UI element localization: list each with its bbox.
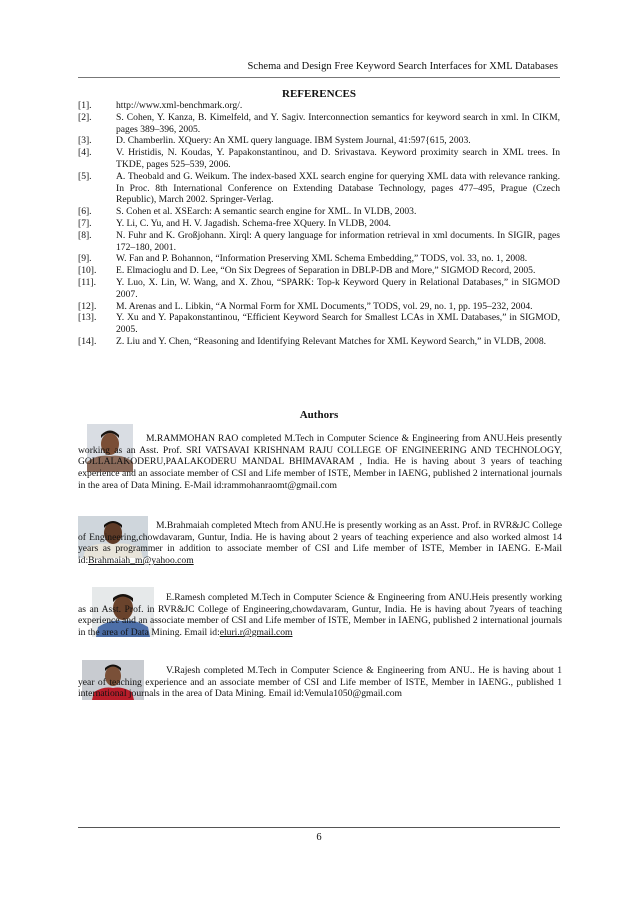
reference-item [78,301,560,313]
reference-item [78,147,560,171]
reference-text: N. Fuhr and K. Großjohann. Xirql: A query language for information retrieval in xml documents. In SIGIR, pages 172–180, 2001. [116,229,560,253]
reference-text: A. Theobald and G. Weikum. The index-based XXL search engine for querying XML data with relevance ranking. In Proc. 8th International Conference on Extending Database Technology, pages 477–495, Prague (Czech Republic), March 2002. Springer-Verlag. [116,170,560,206]
reference-number: [3]. [78,135,92,147]
reference-text: W. Fan and P. Bohannon, “Information Preserving XML Schema Embedding,” TODS, vol. 33, no. 1, 2008. [116,253,528,265]
reference-text: Y. Luo, X. Lin, W. Wang, and X. Zhou, “SPARK: Top-k Keyword Query in Relational Databases,” in SIGMOD 2007. [116,276,560,300]
footer-rule [78,827,560,828]
reference-text: S. Cohen, Y. Kanza, B. Kimelfeld, and Y. Sagiv. Interconnection semantics for keyword search in xml. In CIKM, pages 389–396, 2005. [116,111,560,135]
reference-number: [13]. [78,312,97,324]
reference-item [78,206,560,218]
reference-number: [14]. [78,335,97,347]
reference-number: [2]. [78,111,92,123]
author-email-1[interactable]: rammohanraomt@gmail.com [224,479,338,491]
reference-list [78,100,560,348]
reference-number: [8]. [78,229,92,241]
reference-text: S. Cohen et al. XSEarch: A semantic search engine for XML. In VLDB, 2003. [116,206,417,218]
reference-item [78,171,560,206]
authors-title: Authors [299,409,339,421]
reference-number: [11]. [78,276,97,288]
reference-item [78,277,560,301]
reference-number: [9]. [78,253,92,265]
author-bio-3: E.Ramesh completed M.Tech in Computer Science & Engineering from ANU.Heis presently working as an Asst. Prof. in RVR&JC College of Engineering,chowdavaram, Guntur, India. He is having about 7years of teaching experience and an associate member of CSI and Life member of ISTE, Member in IAENG, published 2 international journals in the area of Data Mining. Email id:eluri.r@gmail.com [78,592,562,639]
reference-number: [4]. [78,147,92,159]
reference-item [78,253,560,265]
reference-number: [5]. [78,170,92,182]
author-bio-4: V.Rajesh completed M.Tech in Computer Science & Engineering from ANU.. He is having about 1 year of teaching experience and an associate member of CSI and Life member of ISTE, Member in IAENG., published 1 international journals in the area of Data Mining. Email id:Vemula1050@gmail.com [78,665,562,700]
reference-item [78,112,560,136]
running-head: Schema and Design Free Keyword Search Interfaces for XML Databases [247,61,558,72]
page-number: 6 [316,832,322,843]
references-title: REFERENCES [282,88,356,100]
reference-number: [1]. [78,100,92,111]
reference-text: Y. Xu and Y. Papakonstantinou, “Efficient Keyword Search for Smallest LCAs in XML Databases,” in SIGMOD, 2005. [116,312,560,336]
reference-item [78,312,560,336]
reference-item [78,265,560,277]
header-rule [78,77,560,78]
reference-text: E. Elmacioglu and D. Lee, “On Six Degrees of Separation in DBLP-DB and More,” SIGMOD Record, 2005. [116,265,536,277]
reference-item [78,218,560,230]
reference-text: M. Arenas and L. Libkin, “A Normal Form for XML Documents,” TODS, vol. 29, no. 1, pp. 195–232, 2004. [116,300,533,312]
author-email-4[interactable]: Vemula1050@gmail.com [303,688,403,700]
reference-item [78,230,560,254]
reference-text: D. Chamberlin. XQuery: An XML query language. IBM System Journal, 41:597{615, 2003. [116,135,471,147]
reference-text: V. Hristidis, N. Koudas, Y. Papakonstantinou, and D. Srivastava. Keyword proximity search in XML trees. In TKDE, pages 525–539, 2006. [116,147,560,170]
reference-item [78,135,560,147]
reference-number: [12]. [78,300,97,312]
reference-number: [6]. [78,206,92,218]
reference-number: [7]. [78,217,92,229]
reference-text[interactable]: http://www.xml-benchmark.org/. [116,100,243,111]
reference-item [78,336,560,348]
author-bio-1: M.RAMMOHAN RAO completed M.Tech in Computer Science & Engineering from ANU.Heis presently working as an Asst. Prof. SRI VATSAVAI KRISHNAM RAJU COLLEGE OF ENGINEERING AND TECHNOLOGY, GOLLALAKODERU,PAALAKODERU MANDAL BHIMAVARAM , India. He is having about 3 years of teaching experience and an associate member of CSI and Life member of ISTE, Member in IAENG, published 2 international journals in the area of Data Mining. E-Mail id:rammohanraomt@gmail.com [78,433,562,491]
reference-text: Z. Liu and Y. Chen, “Reasoning and Identifying Relevant Matches for XML Keyword Search,” in VLDB, 2008. [116,335,547,347]
reference-item [78,100,560,112]
author-email-2[interactable]: Brahmaiah_m@yahoo.com [88,555,194,567]
reference-text: Y. Li, C. Yu, and H. V. Jagadish. Schema-free XQuery. In VLDB, 2004. [116,217,391,229]
reference-number: [10]. [78,265,97,277]
author-email-3[interactable]: eluri.r@gmail.com [219,627,293,639]
author-bio-2: M.Brahmaiah completed Mtech from ANU.He is presently working as an Asst. Prof. in RVR&JC College of Engineering,chowdavaram, Guntur, India. He is having about 2 years of teaching experience and also worked almost 14 years as programmer in addition to associate member of CSI and Life member of ISTE, Member in IAENG. E-Mail id:Brahmaiah_m@yahoo.com [78,520,562,567]
